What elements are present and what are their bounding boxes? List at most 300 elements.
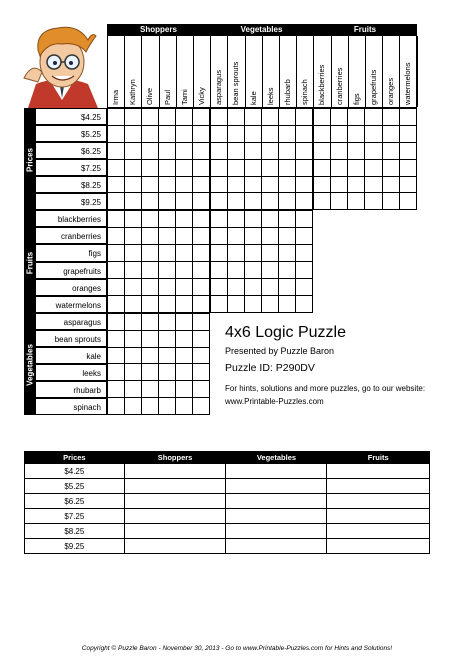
grid-cell[interactable] (245, 193, 262, 210)
answer-header-fruits: Fruits (327, 452, 430, 464)
grid-cell[interactable] (159, 228, 176, 245)
grid-cell[interactable] (142, 159, 159, 176)
grid-cell[interactable] (176, 193, 193, 210)
answer-cell[interactable] (327, 494, 430, 509)
grid-cell[interactable] (108, 262, 125, 279)
grid-cell[interactable] (262, 125, 279, 142)
grid-cell[interactable] (399, 109, 416, 126)
grid-cell[interactable] (314, 159, 331, 176)
grid-cell[interactable] (159, 347, 176, 364)
row-label-fruits: watermelons (36, 296, 107, 313)
grid-cell[interactable] (331, 125, 348, 142)
grid-cell[interactable] (193, 364, 210, 381)
grid-cell[interactable] (262, 159, 279, 176)
grid-cell[interactable] (142, 295, 159, 312)
grid-cell[interactable] (108, 381, 125, 398)
grid-cell[interactable] (125, 125, 142, 142)
row-label-fruits: cranberries (36, 227, 107, 244)
grid-cell[interactable] (211, 295, 228, 312)
grid-cell[interactable] (331, 142, 348, 159)
grid-cell[interactable] (245, 278, 262, 295)
grid-cell[interactable] (262, 262, 279, 279)
grid-cell[interactable] (193, 347, 210, 364)
answer-row (25, 524, 430, 539)
grid-cell[interactable] (176, 245, 193, 262)
answer-row (25, 539, 430, 554)
column-label-shoppers: Irma (108, 36, 125, 107)
grid-cell[interactable] (176, 347, 193, 364)
column-label-shoppers: Paul (160, 36, 177, 107)
grid-cell[interactable] (262, 176, 279, 193)
grid-cell[interactable] (296, 159, 313, 176)
answer-cell[interactable] (124, 464, 226, 479)
grid-cell[interactable] (228, 278, 245, 295)
grid-cell[interactable] (193, 159, 210, 176)
grid-cell[interactable] (193, 278, 210, 295)
grid-cell[interactable] (159, 125, 176, 142)
grid-cell[interactable] (279, 176, 296, 193)
grid-cell[interactable] (382, 109, 399, 126)
column-label-shoppers: Tami (177, 36, 194, 107)
answer-row (25, 509, 430, 524)
grid-cell[interactable] (142, 142, 159, 159)
grid-cell[interactable] (399, 176, 416, 193)
grid-cell[interactable] (108, 398, 125, 415)
grid-cell[interactable] (108, 176, 125, 193)
grid-cell[interactable] (365, 109, 382, 126)
column-label-fruits: figs (349, 36, 366, 107)
row-label-vegetables: bean sprouts (36, 330, 107, 347)
grid-cell[interactable] (176, 398, 193, 415)
row-label-vegetables: asparagus (36, 313, 107, 330)
answer-cell[interactable] (327, 464, 430, 479)
column-label-vegetables: spinach (297, 36, 314, 107)
hint-text: For hints, solutions and more puzzles, go to our website: (225, 384, 426, 393)
grid-cell[interactable] (142, 109, 159, 126)
grid-cell[interactable] (176, 330, 193, 347)
grid-cell[interactable] (262, 211, 279, 228)
grid-cell[interactable] (296, 142, 313, 159)
grid-cell[interactable] (228, 211, 245, 228)
grid-cell[interactable] (296, 193, 313, 210)
grid-cell[interactable] (279, 278, 296, 295)
grid-cell[interactable] (365, 176, 382, 193)
grid-cell[interactable] (228, 109, 245, 126)
grid-cell[interactable] (142, 347, 159, 364)
grid-cell[interactable] (108, 159, 125, 176)
grid-cell[interactable] (382, 176, 399, 193)
grid-cell[interactable] (279, 262, 296, 279)
grid-cell[interactable] (279, 125, 296, 142)
grid-cell[interactable] (228, 193, 245, 210)
grid-cell[interactable] (142, 278, 159, 295)
grid-cell[interactable] (108, 109, 125, 126)
grid-cell[interactable] (296, 125, 313, 142)
grid-cell[interactable] (331, 159, 348, 176)
top-category-bar (107, 24, 417, 35)
grid-cell[interactable] (262, 278, 279, 295)
grid-cell[interactable] (142, 211, 159, 228)
grid-cell[interactable] (245, 295, 262, 312)
answer-row (25, 479, 430, 494)
grid-cell[interactable] (125, 313, 142, 330)
grid-cell[interactable] (142, 193, 159, 210)
grid-cell[interactable] (108, 245, 125, 262)
grid-cell[interactable] (125, 278, 142, 295)
answer-table (24, 451, 430, 554)
grid-cell[interactable] (382, 125, 399, 142)
grid-cell[interactable] (159, 211, 176, 228)
grid-cell[interactable] (296, 211, 313, 228)
column-label-shoppers: Vicky (194, 36, 211, 107)
grid-cell[interactable] (176, 228, 193, 245)
grid-cell[interactable] (314, 142, 331, 159)
grid-cell[interactable] (228, 245, 245, 262)
grid-cell[interactable] (176, 159, 193, 176)
grid-cell[interactable] (314, 176, 331, 193)
grid-cell[interactable] (279, 245, 296, 262)
grid-cell[interactable] (331, 193, 348, 210)
grid-cell[interactable] (382, 159, 399, 176)
grid-cell[interactable] (108, 125, 125, 142)
grid-cell[interactable] (262, 228, 279, 245)
presented-by: Presented by Puzzle Baron (225, 346, 335, 356)
fruits-side-header: Fruits (24, 211, 36, 314)
grid-cell[interactable] (245, 262, 262, 279)
grid-cell[interactable] (142, 381, 159, 398)
grid-cell[interactable] (348, 125, 365, 142)
grid-cell[interactable] (399, 159, 416, 176)
answer-cell[interactable] (124, 539, 226, 554)
grid-cell[interactable] (399, 193, 416, 210)
grid-cell[interactable] (331, 109, 348, 126)
shoppers-header: Shoppers (140, 25, 177, 34)
grid-cell[interactable] (365, 142, 382, 159)
answer-cell[interactable] (226, 539, 327, 554)
grid-cell[interactable] (193, 245, 210, 262)
grid-cell[interactable] (176, 313, 193, 330)
grid-cell[interactable] (159, 109, 176, 126)
answer-cell[interactable] (124, 479, 226, 494)
grid-cell[interactable] (279, 211, 296, 228)
grid-cell[interactable] (125, 193, 142, 210)
grid-cell[interactable] (228, 228, 245, 245)
answer-price-cell: $4.25 (25, 464, 125, 479)
grid-cell[interactable] (159, 262, 176, 279)
row-label-fruits: blackberries (36, 210, 107, 227)
grid-cell[interactable] (211, 142, 228, 159)
grid-cell[interactable] (176, 278, 193, 295)
grid-cell[interactable] (228, 262, 245, 279)
grid-cell[interactable] (211, 278, 228, 295)
grid-cell[interactable] (142, 245, 159, 262)
grid-cell[interactable] (314, 125, 331, 142)
grid-cell[interactable] (245, 142, 262, 159)
grid-cell[interactable] (211, 228, 228, 245)
grid-cell[interactable] (279, 295, 296, 312)
column-label-shoppers: Olive (142, 36, 159, 107)
column-label-fruits: watermelons (400, 36, 417, 107)
grid-cell[interactable] (125, 295, 142, 312)
grid-cell[interactable] (142, 228, 159, 245)
grid-cell[interactable] (193, 211, 210, 228)
grid-cell[interactable] (279, 159, 296, 176)
grid-cell[interactable] (365, 125, 382, 142)
grid-cell[interactable] (211, 159, 228, 176)
answer-cell[interactable] (226, 509, 327, 524)
row-label-prices: $9.25 (36, 193, 107, 210)
grid-cell[interactable] (125, 245, 142, 262)
row-label-fruits: grapefruits (36, 262, 107, 279)
grid-cell[interactable] (279, 193, 296, 210)
grid-cell[interactable] (159, 295, 176, 312)
grid-cell[interactable] (262, 109, 279, 126)
answer-header-prices: Prices (25, 452, 125, 464)
row-label-prices: $8.25 (36, 176, 107, 193)
grid-cell[interactable] (262, 193, 279, 210)
answer-row (25, 494, 430, 509)
answer-cell[interactable] (327, 539, 430, 554)
grid-cell[interactable] (399, 125, 416, 142)
grid-cell[interactable] (159, 398, 176, 415)
grid-cell[interactable] (348, 159, 365, 176)
grid-cell[interactable] (176, 142, 193, 159)
column-label-vegetables: asparagus (211, 36, 228, 107)
grid-cell[interactable] (193, 313, 210, 330)
grid-cell[interactable] (159, 278, 176, 295)
grid-cell[interactable] (228, 125, 245, 142)
grid-cell[interactable] (382, 142, 399, 159)
vegetables-side-header: Vegetables (24, 314, 36, 415)
answer-cell[interactable] (226, 464, 327, 479)
grid-cell[interactable] (108, 347, 125, 364)
grid-cell[interactable] (331, 176, 348, 193)
grid-block (210, 210, 313, 312)
grid-cell[interactable] (193, 228, 210, 245)
grid-cell[interactable] (245, 159, 262, 176)
grid-cell[interactable] (382, 193, 399, 210)
grid-cell[interactable] (348, 109, 365, 126)
grid-cell[interactable] (176, 176, 193, 193)
grid-cell[interactable] (108, 228, 125, 245)
answer-price-cell: $6.25 (25, 494, 125, 509)
grid-cell[interactable] (125, 347, 142, 364)
column-label-fruits: cranberries (332, 36, 349, 107)
grid-cell[interactable] (211, 262, 228, 279)
grid-cell[interactable] (176, 109, 193, 126)
grid-cell[interactable] (125, 398, 142, 415)
grid-cell[interactable] (262, 142, 279, 159)
grid-cell[interactable] (176, 381, 193, 398)
puzzle-title: 4x6 Logic Puzzle (225, 324, 346, 341)
grid-cell[interactable] (176, 211, 193, 228)
grid-cell[interactable] (296, 245, 313, 262)
grid-cell[interactable] (314, 109, 331, 126)
grid-cell[interactable] (108, 211, 125, 228)
answer-cell[interactable] (327, 509, 430, 524)
grid-cell[interactable] (245, 176, 262, 193)
answer-cell[interactable] (226, 494, 327, 509)
grid-cell[interactable] (176, 295, 193, 312)
grid-cell[interactable] (193, 295, 210, 312)
grid-cell[interactable] (211, 109, 228, 126)
grid-cell[interactable] (211, 176, 228, 193)
row-label-vegetables: spinach (36, 398, 107, 415)
grid-cell[interactable] (279, 142, 296, 159)
grid-cell[interactable] (296, 228, 313, 245)
grid-cell[interactable] (193, 381, 210, 398)
grid-cell[interactable] (228, 295, 245, 312)
grid-cell[interactable] (108, 313, 125, 330)
grid-cell[interactable] (108, 278, 125, 295)
grid-cell[interactable] (125, 159, 142, 176)
grid-cell[interactable] (108, 193, 125, 210)
grid-cell[interactable] (193, 142, 210, 159)
grid-cell[interactable] (296, 262, 313, 279)
grid-cell[interactable] (142, 125, 159, 142)
grid-cell[interactable] (159, 245, 176, 262)
answer-cell[interactable] (226, 524, 327, 539)
grid-cell[interactable] (142, 330, 159, 347)
grid-cell[interactable] (142, 313, 159, 330)
grid-cell[interactable] (296, 278, 313, 295)
grid-cell[interactable] (245, 228, 262, 245)
grid-cell[interactable] (159, 364, 176, 381)
grid-cell[interactable] (228, 176, 245, 193)
grid-cell[interactable] (245, 245, 262, 262)
grid-cell[interactable] (296, 109, 313, 126)
grid-cell[interactable] (348, 176, 365, 193)
grid-cell[interactable] (193, 176, 210, 193)
grid-cell[interactable] (348, 193, 365, 210)
grid-cell[interactable] (365, 193, 382, 210)
grid-cell[interactable] (125, 176, 142, 193)
answer-row (25, 464, 430, 479)
grid-cell[interactable] (365, 159, 382, 176)
grid-cell[interactable] (108, 295, 125, 312)
row-label-prices: $7.25 (36, 159, 107, 176)
grid-cell[interactable] (159, 176, 176, 193)
grid-cell[interactable] (279, 109, 296, 126)
grid-cell[interactable] (245, 125, 262, 142)
answer-table-header (25, 452, 430, 464)
answer-cell[interactable] (226, 479, 327, 494)
row-label-prices: $4.25 (36, 108, 107, 125)
column-label-vegetables: kale (246, 36, 263, 107)
grid-cell[interactable] (159, 159, 176, 176)
grid-cell[interactable] (159, 142, 176, 159)
grid-cell[interactable] (228, 142, 245, 159)
grid-cell[interactable] (193, 125, 210, 142)
grid-cell[interactable] (159, 330, 176, 347)
grid-cell[interactable] (262, 245, 279, 262)
column-label-shoppers: Kathryn (125, 36, 142, 107)
grid-block (107, 313, 210, 415)
grid-cell[interactable] (228, 159, 245, 176)
column-label-vegetables: bean sprouts (228, 36, 245, 107)
row-label-vegetables: leeks (36, 364, 107, 381)
grid-cell[interactable] (193, 193, 210, 210)
row-label-prices: $5.25 (36, 125, 107, 142)
grid-cell[interactable] (193, 330, 210, 347)
grid-cell[interactable] (142, 364, 159, 381)
grid-cell[interactable] (193, 262, 210, 279)
column-label-fruits: oranges (383, 36, 400, 107)
answer-cell[interactable] (124, 494, 226, 509)
grid-cell[interactable] (245, 211, 262, 228)
grid-cell[interactable] (108, 364, 125, 381)
grid-cell[interactable] (211, 245, 228, 262)
grid-cell[interactable] (245, 109, 262, 126)
grid-cell[interactable] (211, 211, 228, 228)
column-label-vegetables: leeks (263, 36, 280, 107)
grid-cell[interactable] (279, 228, 296, 245)
grid-cell[interactable] (211, 193, 228, 210)
answer-price-cell: $9.25 (25, 539, 125, 554)
grid-cell[interactable] (108, 142, 125, 159)
grid-cell[interactable] (108, 330, 125, 347)
grid-cell[interactable] (211, 125, 228, 142)
prices-side-header: Prices (24, 108, 36, 211)
grid-cell[interactable] (125, 262, 142, 279)
grid-cell[interactable] (125, 381, 142, 398)
answer-price-cell: $8.25 (25, 524, 125, 539)
fruits-header: Fruits (353, 25, 377, 34)
grid-block (107, 210, 210, 312)
grid-cell[interactable] (125, 109, 142, 126)
row-label-prices: $6.25 (36, 142, 107, 159)
answer-cell[interactable] (327, 524, 430, 539)
grid-cell[interactable] (125, 228, 142, 245)
grid-cell[interactable] (176, 364, 193, 381)
column-label-fruits: grapefruits (366, 36, 383, 107)
grid-cell[interactable] (159, 313, 176, 330)
grid-cell[interactable] (159, 381, 176, 398)
grid-cell[interactable] (142, 398, 159, 415)
vegetables-header: Vegetables (240, 25, 283, 34)
grid-cell[interactable] (314, 193, 331, 210)
grid-cell[interactable] (142, 176, 159, 193)
grid-cell[interactable] (262, 295, 279, 312)
grid-cell[interactable] (193, 109, 210, 126)
grid-cell[interactable] (296, 295, 313, 312)
grid-cell[interactable] (399, 142, 416, 159)
grid-cell[interactable] (296, 176, 313, 193)
grid-cell[interactable] (125, 330, 142, 347)
answer-cell[interactable] (327, 479, 430, 494)
footer-copyright: Copyright © Puzzle Baron - November 30, 2013 - Go to www.Printable-Puzzles.com for Hints and Solutions! (81, 645, 393, 652)
mascot-illustration (18, 22, 106, 108)
grid-cell[interactable] (125, 364, 142, 381)
answer-price-cell: $5.25 (25, 479, 125, 494)
grid-cell[interactable] (142, 262, 159, 279)
column-label-vegetables: rhubarb (280, 36, 297, 107)
grid-cell[interactable] (176, 262, 193, 279)
answer-cell[interactable] (124, 509, 226, 524)
answer-header-shoppers: Shoppers (124, 452, 226, 464)
grid-cell[interactable] (125, 142, 142, 159)
answer-header-vegetables: Vegetables (226, 452, 327, 464)
grid-cell[interactable] (348, 142, 365, 159)
answer-cell[interactable] (124, 524, 226, 539)
grid-cell[interactable] (159, 193, 176, 210)
website-link[interactable]: www.Printable-Puzzles.com (225, 397, 324, 406)
grid-cell[interactable] (193, 398, 210, 415)
answer-price-cell: $7.25 (25, 509, 125, 524)
column-label-fruits: blackberries (314, 36, 331, 107)
grid-cell[interactable] (125, 211, 142, 228)
grid-cell[interactable] (176, 125, 193, 142)
